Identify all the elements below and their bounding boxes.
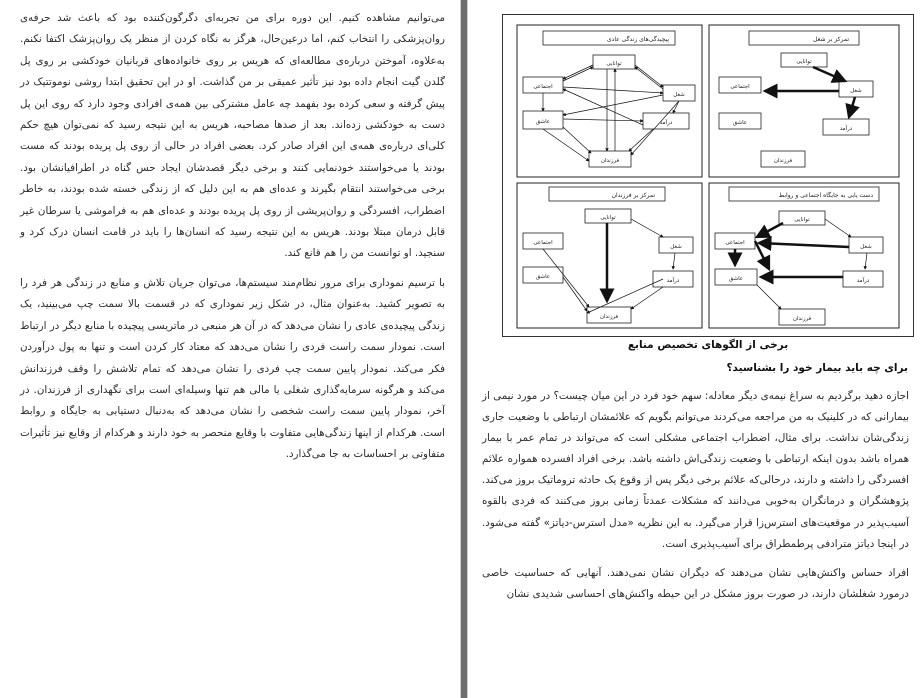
left-text-column: [20, 8, 445, 474]
right-paragraph-1: اجازه دهید برگردیم به سراغ نیمه‌ی دیگر معادله: سهم خود فرد در این میان چیست؟ در مورد نیمی از بیمارانی که در کلینیک به من مراجعه می‌کردند می‌توانم بگویم که علائمشان ارتباطی با وضعیت جاری زندگی‌شان نداشت. برای مثال، اضطراب اجتماعی مشکلی است که می‌تواند در تمام عمر با بیمار همراه باشد بدون اینکه ارتباطی با وضعیت زندگی‌اش داشته باشد. برخی افراد افسرده همواره علائم افسردگی را داشته و دارند، درحالی‌که علائم برخی دیگر پس از وقوع یک حادثه تروماتیک بروز می‌کند. پژوهشگران و درمانگران به‌خوبی می‌دانند که مشکلات عمدتاً زمانی بروز می‌کنند که فردی بالقوه آسیب‌پذیر در موقعیت‌های استرس‌زا قرار می‌گیرد. به این نظریه «مدل استرس-دیاتز» گفته می‌شود. در اینجا دیاتز مترادفی پرطمطراق برای آسیب‌پذیری است.: [482, 390, 909, 550]
node-romance: عاشق: [732, 120, 748, 126]
node-social: اجتماعی: [533, 84, 553, 90]
diagram-title-career: تمرکز بر شغل: [813, 36, 849, 43]
node-skills: توانایی: [794, 217, 810, 223]
left-paragraph-2: با ترسیم نموداری برای مرور نظام‌مند سیستم‌ها، می‌توان جریان تلاش و منابع در زندگی هر فرد را به تصویر کشید. به‌عنوان مثال، در شکل زیر نموداری که در قسمت بالا سمت چپ می‌بینید، یک زندگی پیچیده‌ی عادی را نشان می‌دهد که در آن هر منبعی در ماتریسی پیچیده با منابع دیگر در ارتباط است. نمودار سمت راست فردی را نشان می‌دهد که معتاد کار کردن است و تنها به پول درآوردن فکر می‌کند. نمودار پایین سمت چپ فردی را نشان می‌دهد که تمام تلاشش را وقف فرزندانش می‌کند و هرگونه سرمایه‌گذاری شغلی یا مالی هم تنها وسیله‌ای است برای نگهداری از فرزندان. در آخر، نمودار پایین سمت راست شخصی را نشان می‌دهد که به‌دنبال دستیابی به جایگاه و روابط است. هرکدام از اینها زندگی‌هایی متفاوت با وقایع منحصر به خود دارند و هرکدام از وقایع نیز تأثیرات متفاوتی بر احساسات به جا می‌گذارد.: [20, 276, 445, 461]
node-romance: عاشق: [535, 119, 551, 125]
right-page: [467, 0, 924, 698]
diagram-title-children: تمرکز بر فرزندان: [611, 192, 655, 199]
right-text-column: [482, 386, 909, 613]
node-children: فرزندان: [773, 158, 793, 164]
figure-caption: برخی از الگوهای تخصیص منابع: [627, 339, 789, 351]
left-paragraph-1: می‌توانیم مشاهده کنیم. این دوره برای من تجربه‌ای دگرگون‌کننده بود که باعث شد حرفه‌ی روان‌پزشکی را انتخاب کنم، اما درعین‌حال، هرگز به نگاه کردن از منظر یک روان‌پزشک اکتفا نکنم. به‌علاوه، آموختن درباره‌ی مطالعه‌ای که هریس بر روی خانواده‌های قربانیان خودکشی بر روی پل گلدن گیت انجام داده بود نیز تأثیر عمیقی بر من گذاشت. او در این تحقیق ابتدا روشی نوموتتیک در پیش گرفته و سعی کرده بود بفهمد چه عامل مشترکی بین همه‌ی افرادی وجود دارد که روی این پل دست به خودکشی زده‌اند. بعد از صدها مصاحبه، هریس به این نتیجه رسید که نمی‌توان هیچ حکم کلی‌ای درباره‌ی همه‌ی این افراد صادر کرد. بعضی افراد در حالی از روی پل پریده بودند که مست بودند یا می‌خواستند خودنمایی کنند و برخی دیگر قصدشان ایجاد حس گناه در اطرافیانشان بود. برخی می‌خواستند انتقام بگیرند و عده‌ای هم به این دلیل که از زندگی خسته شده بودند، به خاطر اضطراب، افسردگی و روان‌پریشی از روی پل پریده بودند و عده‌ای هم به فراموشی یا سرطان غیر قابل درمان مبتلا بودند. هریس به این نتیجه رسید که انسان‌ها را باید در قامت انسان درک کرد و سنجید. او توانست من را هم قانع کند.: [20, 12, 445, 260]
node-income: درآمد: [856, 278, 870, 284]
section-heading: برای چه باید بیمار خود را بشناسید؟: [726, 362, 908, 374]
left-page: [0, 0, 461, 698]
node-job: شغل: [673, 92, 685, 98]
node-income: درآمد: [659, 120, 673, 126]
node-job: شغل: [860, 244, 872, 250]
node-social: اجتماعی: [533, 240, 553, 246]
node-children: فرزندان: [599, 314, 619, 320]
node-romance: عاشق: [728, 276, 744, 282]
resource-allocation-figure: [502, 14, 914, 337]
node-children: فرزندان: [792, 316, 812, 322]
node-income: درآمد: [666, 278, 680, 284]
diagram-children-focus: [517, 183, 702, 328]
node-romance: عاشق: [535, 274, 551, 280]
node-children: فرزندان: [600, 158, 620, 164]
diagram-title-normal: پیچیدگی‌های زندگی عادی: [606, 36, 669, 43]
node-social: اجتماعی: [730, 84, 750, 90]
right-paragraph-2: افراد حساس واکنش‌هایی نشان می‌دهند که دیگران نشان نمی‌دهند. آنهایی که حساسیت خاصی درمورد شغلشان دارند، در صورت بروز مشکل در این حیطه واکنش‌های احساسی شدیدی نشان: [482, 566, 909, 600]
node-income: درآمد: [839, 126, 853, 132]
node-job: شغل: [670, 244, 682, 250]
figure-diagrams: [503, 15, 913, 336]
diagram-status-relationships: [709, 183, 899, 328]
diagram-normal-life: [517, 25, 702, 177]
diagram-title-status: دست یابی به جایگاه اجتماعی و روابط: [778, 192, 873, 199]
node-skills: توانایی: [606, 61, 622, 67]
node-skills: توانایی: [600, 215, 616, 221]
node-job: شغل: [850, 88, 862, 94]
node-skills: توانایی: [796, 59, 812, 65]
diagram-career-focus: [709, 25, 899, 177]
node-social: اجتماعی: [725, 240, 745, 246]
